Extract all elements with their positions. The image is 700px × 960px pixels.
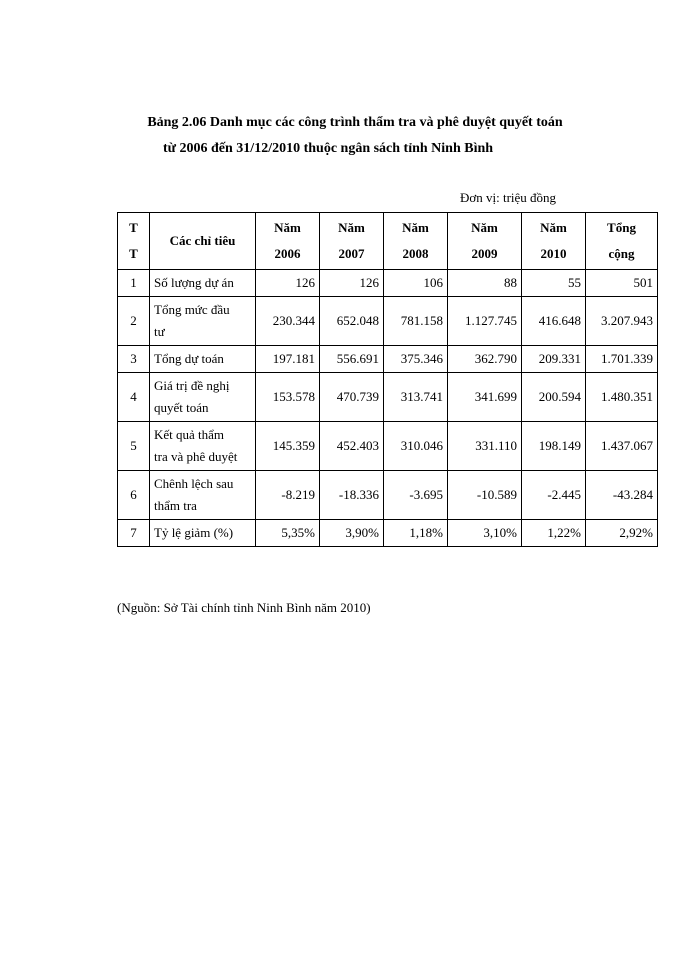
header-total <box>586 213 658 270</box>
cell-total: 2,92% <box>586 520 658 547</box>
cell-2008: 310.046 <box>384 422 448 471</box>
row-stt: 7 <box>118 520 150 547</box>
header-2008 <box>384 213 448 270</box>
cell-2009: 331.110 <box>448 422 522 471</box>
header-2006-top: Năm <box>274 220 301 235</box>
row-stt: 3 <box>118 346 150 373</box>
table-body <box>118 270 658 547</box>
cell-2009: 3,10% <box>448 520 522 547</box>
row-stt: 5 <box>118 422 150 471</box>
cell-2006: 153.578 <box>256 373 320 422</box>
cell-2007: -18.336 <box>320 471 384 520</box>
header-stt <box>118 213 150 270</box>
header-2009 <box>448 213 522 270</box>
row-label-line1: Kết quả thẩm <box>154 427 225 442</box>
cell-2007: 556.691 <box>320 346 384 373</box>
table-title-line2: từ 2006 đến 31/12/2010 thuộc ngân sách tỉnh Ninh Bình <box>162 141 494 156</box>
header-2007-bottom: 2007 <box>338 246 365 261</box>
cell-2006: 197.181 <box>256 346 320 373</box>
cell-2009: -10.589 <box>448 471 522 520</box>
row-label-line2: quyết toán <box>154 400 209 415</box>
cell-2007: 126 <box>320 270 384 297</box>
cell-2009: 341.699 <box>448 373 522 422</box>
cell-total: 1.701.339 <box>586 346 658 373</box>
cell-total: 1.437.067 <box>586 422 658 471</box>
table-row <box>118 471 658 520</box>
row-stt: 2 <box>118 297 150 346</box>
cell-total: 1.480.351 <box>586 373 658 422</box>
row-label <box>150 373 256 422</box>
cell-2007: 652.048 <box>320 297 384 346</box>
cell-2010: 198.149 <box>522 422 586 471</box>
cell-2010: 55 <box>522 270 586 297</box>
table-row <box>118 297 658 346</box>
row-stt: 6 <box>118 471 150 520</box>
cell-total: 3.207.943 <box>586 297 658 346</box>
row-label-line1: Tổng dự toán <box>154 351 224 366</box>
row-label-line1: Tổng mức đầu <box>154 302 230 317</box>
cell-2007: 3,90% <box>320 520 384 547</box>
row-label <box>150 270 256 297</box>
row-label <box>150 422 256 471</box>
data-table <box>117 212 658 547</box>
header-2006-bottom: 2006 <box>274 246 301 261</box>
cell-2006: 5,35% <box>256 520 320 547</box>
table-row <box>118 422 658 471</box>
cell-2008: 375.346 <box>384 346 448 373</box>
header-2008-top: Năm <box>402 220 429 235</box>
header-2010-bottom: 2010 <box>540 246 567 261</box>
cell-total: -43.284 <box>586 471 658 520</box>
cell-total: 501 <box>586 270 658 297</box>
source-note: (Nguồn: Sở Tài chính tỉnh Ninh Bình năm 2010) <box>117 600 371 615</box>
table-row <box>118 520 658 547</box>
row-label <box>150 471 256 520</box>
row-stt: 4 <box>118 373 150 422</box>
cell-2008: 781.158 <box>384 297 448 346</box>
row-label-line1: Tỷ lệ giảm (%) <box>154 525 234 540</box>
header-2007-top: Năm <box>338 220 365 235</box>
cell-2006: 230.344 <box>256 297 320 346</box>
row-stt: 1 <box>118 270 150 297</box>
table-row <box>118 373 658 422</box>
cell-2009: 88 <box>448 270 522 297</box>
header-2009-top: Năm <box>471 220 498 235</box>
header-2010-top: Năm <box>540 220 567 235</box>
header-2007 <box>320 213 384 270</box>
cell-2006: 145.359 <box>256 422 320 471</box>
table-row <box>118 270 658 297</box>
header-2009-bottom: 2009 <box>471 246 498 261</box>
header-stt-bottom: T <box>129 246 138 261</box>
row-label-line1: Giá trị đề nghị <box>154 378 230 393</box>
header-total-top: Tổng <box>607 220 636 235</box>
cell-2006: -8.219 <box>256 471 320 520</box>
row-label-line2: thẩm tra <box>154 498 197 513</box>
row-label <box>150 520 256 547</box>
header-indicator: Các chỉ tiêu <box>150 213 256 270</box>
row-label-line1: Số lượng dự án <box>154 275 234 290</box>
cell-2008: -3.695 <box>384 471 448 520</box>
cell-2010: 200.594 <box>522 373 586 422</box>
row-label-line1: Chênh lệch sau <box>154 476 234 491</box>
table-row <box>118 346 658 373</box>
cell-2010: 416.648 <box>522 297 586 346</box>
row-label-line2: tư <box>154 324 165 339</box>
cell-2009: 1.127.745 <box>448 297 522 346</box>
cell-2010: -2.445 <box>522 471 586 520</box>
header-row <box>118 213 658 270</box>
cell-2006: 126 <box>256 270 320 297</box>
table-title-line1: Bảng 2.06 Danh mục các công trình thẩm tra và phê duyệt quyết toán <box>147 115 563 130</box>
cell-2009: 362.790 <box>448 346 522 373</box>
cell-2010: 209.331 <box>522 346 586 373</box>
header-2008-bottom: 2008 <box>402 246 429 261</box>
unit-label: Đơn vị: triệu đồng <box>460 190 557 205</box>
row-label-line2: tra và phê duyệt <box>154 449 238 464</box>
cell-2010: 1,22% <box>522 520 586 547</box>
row-label <box>150 297 256 346</box>
cell-2008: 106 <box>384 270 448 297</box>
cell-2008: 1,18% <box>384 520 448 547</box>
cell-2007: 470.739 <box>320 373 384 422</box>
row-label <box>150 346 256 373</box>
header-stt-top: T <box>129 220 138 235</box>
header-2006 <box>256 213 320 270</box>
header-total-bottom: cộng <box>608 246 635 261</box>
cell-2008: 313.741 <box>384 373 448 422</box>
cell-2007: 452.403 <box>320 422 384 471</box>
header-2010 <box>522 213 586 270</box>
